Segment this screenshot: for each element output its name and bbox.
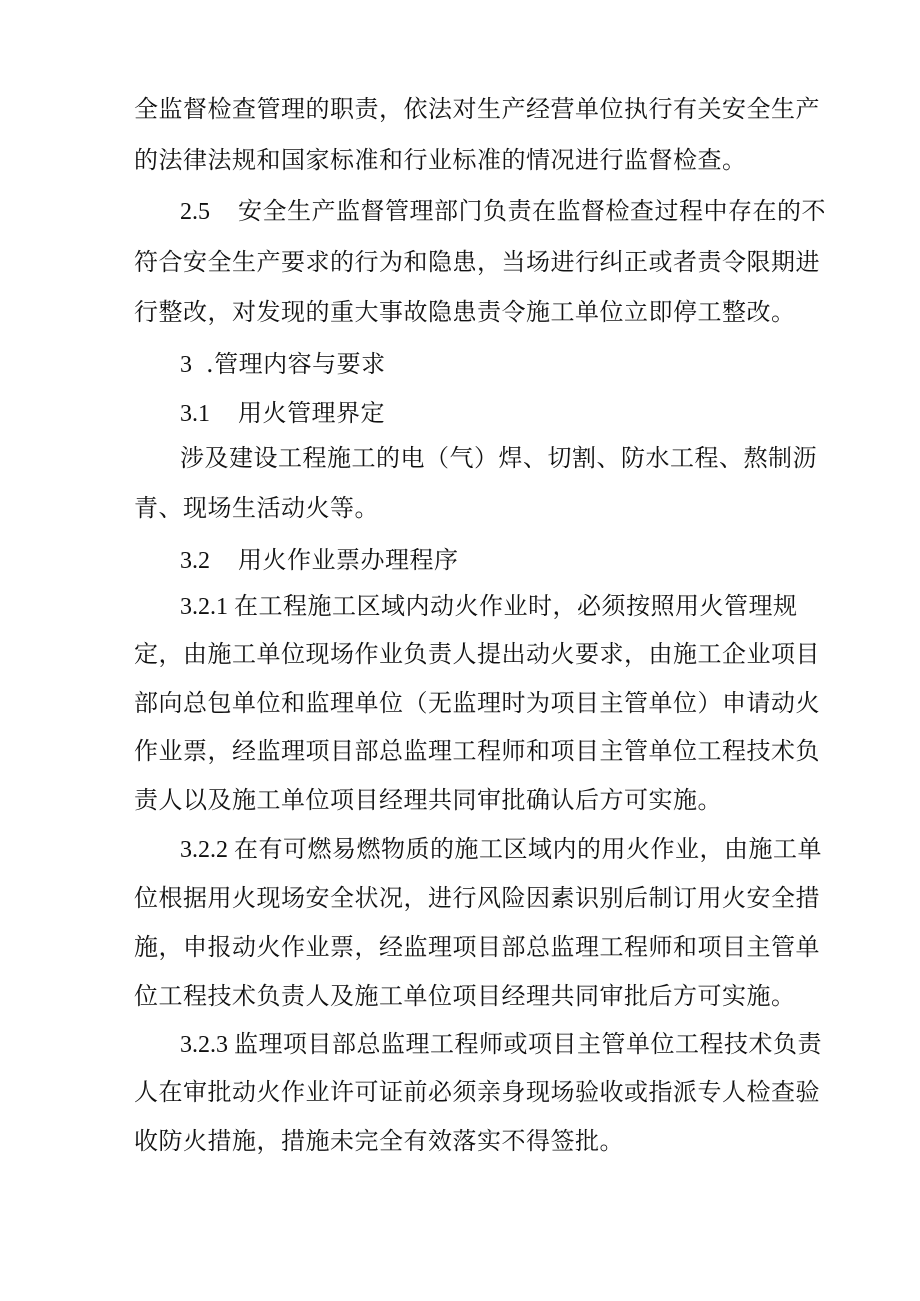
text-line: 涉及建设工程施工的电（气）焊、切割、防水工程、熬制沥	[180, 444, 817, 472]
text-line: 作业票，经监理项目部总监理工程师和项目主管单位工程技术负	[134, 737, 820, 765]
text-line: 在工程施工区域内动火作业时，必须按照用火管理规	[234, 592, 798, 620]
section-number: 3.2.3	[180, 1032, 228, 1058]
text-line: 位根据用火现场安全状况，进行风险因素识别后制订用火安全措	[134, 884, 820, 912]
text-line: 行整改，对发现的重大事故隐患责令施工单位立即停工整改。	[134, 298, 796, 326]
section-heading-3	[180, 349, 920, 380]
section-heading-3-2	[180, 545, 920, 576]
section-title: 用火作业票办理程序	[238, 546, 459, 574]
paragraph-3-2-3-first-line	[180, 1029, 920, 1060]
paragraph-3-2-2-first-line	[180, 834, 920, 865]
text-line: 全监督检查管理的职责，依法对生产经营单位执行有关安全生产	[134, 95, 820, 123]
section-number: 2.5	[180, 199, 210, 225]
section-title: 用火管理界定	[238, 399, 385, 427]
text-line: 监理项目部总监理工程师或项目主管单位工程技术负责	[234, 1030, 822, 1058]
section-number: 3.1	[180, 401, 210, 427]
text-line: 定，由施工单位现场作业负责人提出动火要求，由施工企业项目	[134, 640, 820, 668]
text-line: 位工程技术负责人及施工单位项目经理共同审批后方可实施。	[134, 982, 796, 1010]
text-line: 符合安全生产要求的行为和隐患，当场进行纠正或者责令限期进	[134, 248, 820, 276]
section-title: .管理内容与要求	[206, 350, 386, 378]
text-line: 安全生产监督管理部门负责在监督检查过程中存在的不	[238, 197, 826, 225]
section-heading-3-1	[180, 398, 920, 429]
section-number: 3	[180, 352, 192, 378]
text-line: 部向总包单位和监理单位（无监理时为项目主管单位）申请动火	[134, 689, 820, 717]
section-number: 3.2	[180, 548, 210, 574]
paragraph-2-5-first-line	[180, 196, 920, 227]
text-line: 青、现场生活动火等。	[134, 494, 379, 522]
text-line: 的法律法规和国家标准和行业标准的情况进行监督检查。	[134, 146, 747, 174]
paragraph-3-2-1-first-line	[180, 591, 920, 622]
section-number: 3.2.2	[180, 837, 228, 863]
text-line: 人在审批动火作业许可证前必须亲身现场验收或指派专人检查验	[134, 1078, 820, 1106]
section-number: 3.2.1	[180, 594, 228, 620]
text-line: 在有可燃易燃物质的施工区域内的用火作业，由施工单	[234, 835, 822, 863]
text-line: 责人以及施工单位项目经理共同审批确认后方可实施。	[134, 786, 722, 814]
text-line: 收防火措施，措施未完全有效落实不得签批。	[134, 1127, 624, 1155]
text-line: 施，申报动火作业票，经监理项目部总监理工程师和项目主管单	[134, 933, 820, 961]
